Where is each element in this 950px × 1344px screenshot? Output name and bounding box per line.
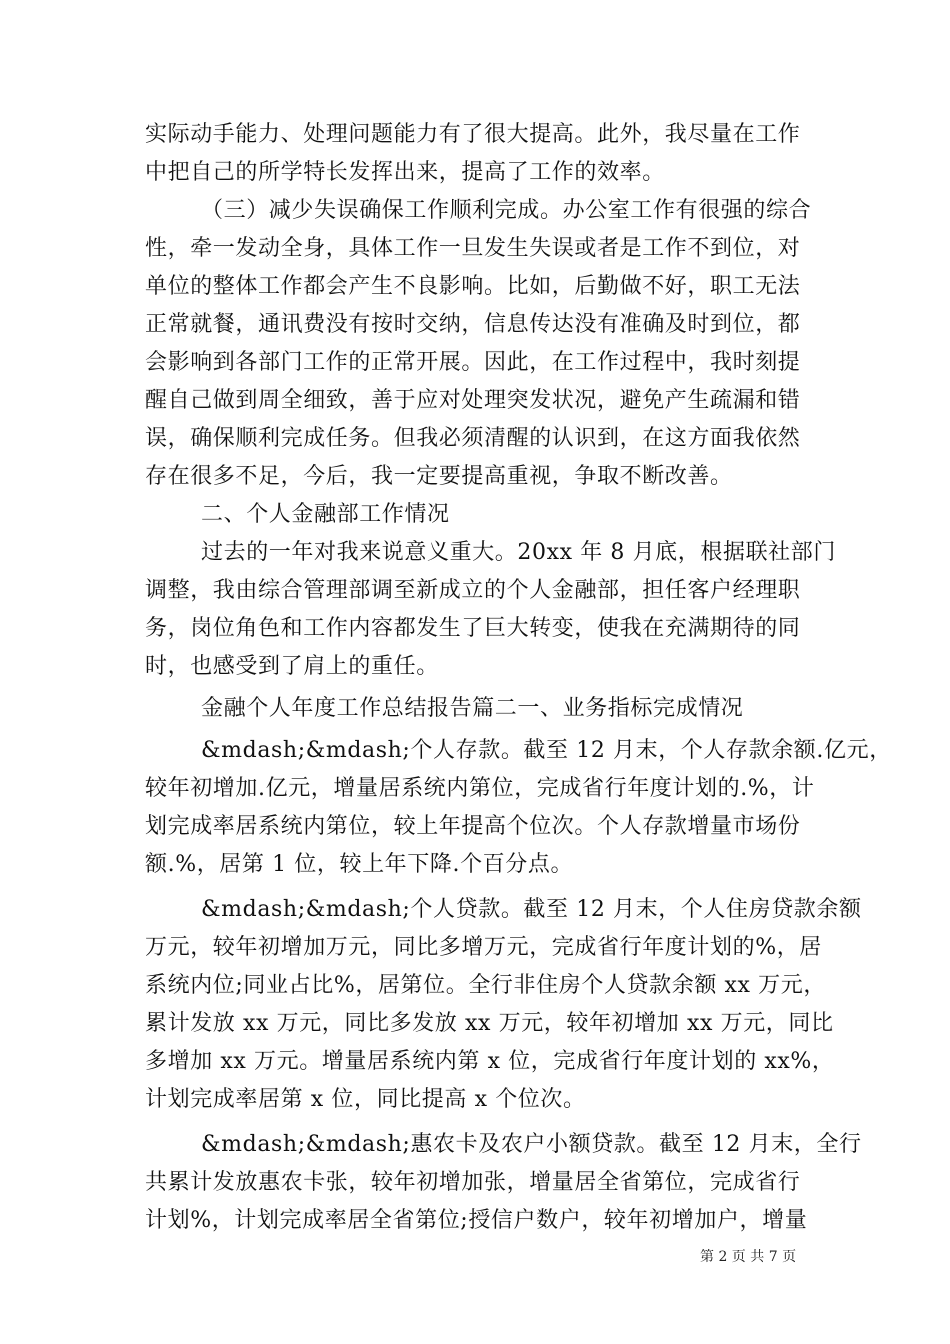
text-line: 中把自己的所学特长发挥出来，提高了工作的效率。 [145,160,665,185]
section-heading: 二、个人金融部工作情况 [201,502,450,527]
text-line: 实际动手能力、处理问题能力有了很大提高。此外，我尽量在工作 [145,122,801,147]
text-line: 系统内位;同业占比%，居第位。全行非住房个人贷款余额 xx 万元， [145,973,826,998]
text-line: 会影响到各部门工作的正常开展。因此，在工作过程中，我时刻提 [145,350,801,375]
text-line: &mdash;&mdash;个人存款。截至 12 月末，个人存款余额.亿元， [201,738,892,763]
text-line: 较年初增加.亿元，增量居系统内第位，完成省行年度计划的.%，计 [145,776,815,801]
text-line: 多增加 xx 万元。增量居系统内第 x 位，完成省行年度计划的 xx%， [145,1049,835,1074]
document-body [145,116,892,1240]
text-line: 正常就餐，通讯费没有按时交纳，信息传达没有准确及时到位，都 [145,312,801,337]
text-line: 万元，较年初增加万元，同比多增万元，完成省行年度计划的%，居 [145,935,822,960]
report-title: 金融个人年度工作总结报告篇二一、业务指标完成情况 [201,696,744,721]
text-line: （三）减少失误确保工作顺利完成。办公室工作有很强的综合 [201,198,812,223]
text-line: 累计发放 xx 万元，同比多发放 xx 万元，较年初增加 xx 万元，同比 [145,1011,834,1036]
text-line: 单位的整体工作都会产生不良影响。比如，后勤做不好，职工无法 [145,274,801,299]
text-line: 计划%，计划完成率居全省第位;授信户数户，较年初增加户，增量 [145,1208,808,1233]
text-line: 性，牵一发动全身，具体工作一旦发生失误或者是工作不到位，对 [145,236,801,261]
page-number: 第 2 页 共 7 页 [700,1249,797,1265]
text-line: 调整，我由综合管理部调至新成立的个人金融部，担任客户经理职 [145,578,801,603]
text-line: &mdash;&mdash;惠农卡及农户小额贷款。截至 12 月末，全行 [201,1132,862,1157]
text-line: 误，确保顺利完成任务。但我必须清醒的认识到，在这方面我依然 [145,426,801,451]
text-line: 时，也感受到了肩上的重任。 [145,654,439,679]
text-line: 过去的一年对我来说意义重大。20xx 年 8 月底，根据联社部门 [201,540,836,565]
text-line: 务，岗位角色和工作内容都发生了巨大转变，使我在充满期待的同 [145,616,801,641]
text-line: 计划完成率居第 x 位，同比提高 x 个位次。 [145,1087,586,1112]
text-line: 额.%，居第 1 位，较上年下降.个百分点。 [145,852,574,877]
text-line: 共累计发放惠农卡张，较年初增加张，增量居全省第位，完成省行 [145,1170,801,1195]
text-line: 存在很多不足，今后，我一定要提高重视，争取不断改善。 [145,464,733,489]
text-line: &mdash;&mdash;个人贷款。截至 12 月末，个人住房贷款余额 [201,897,862,922]
text-line: 醒自己做到周全细致，善于应对处理突发状况，避免产生疏漏和错 [145,388,801,413]
text-line: 划完成率居系统内第位，较上年提高个位次。个人存款增量市场份 [145,814,801,839]
